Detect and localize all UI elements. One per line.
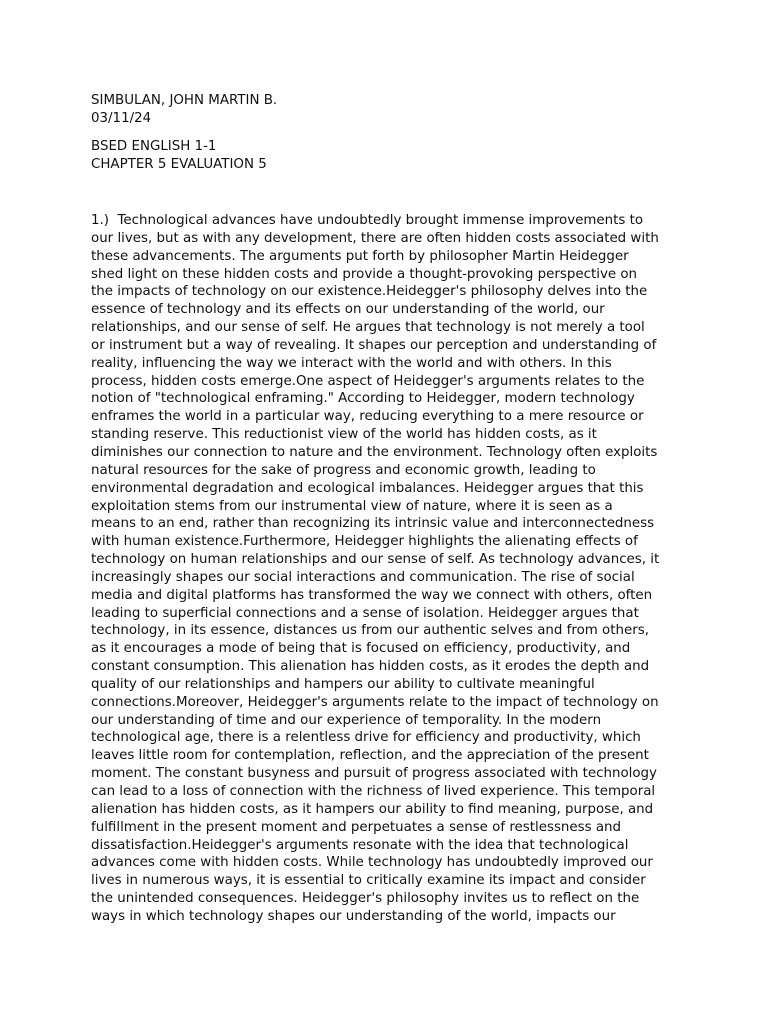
answer-line: dissatisfaction.Heidegger's arguments resonate with the idea that technological [91, 837, 629, 853]
answer-line: constant consumption. This alienation has hidden costs, as it erodes the depth and [91, 659, 650, 675]
answer-line: the unintended consequences. Heidegger's philosophy invites us to reflect on the [91, 891, 640, 907]
answer-line: leading to superficial connections and a sense of isolation. Heidegger argues that [91, 605, 639, 621]
answer-line: quality of our relationships and hampers our ability to cultivate meaningful [91, 676, 595, 692]
answer-line: technology, in its essence, distances us from our authentic selves and from others, [91, 623, 649, 639]
submission-date: 03/11/24 [91, 111, 152, 126]
answer-body [91, 212, 691, 926]
answer-line: diminishes our connection to nature and the environment. Technology often exploits [91, 444, 658, 460]
answer-line: reality, influencing the way we interact with the world and with others. In this [91, 355, 612, 371]
answer-line: notion of "technological enframing." According to Heidegger, modern technology [91, 391, 635, 407]
answer-line: shed light on these hidden costs and provide a thought-provoking perspective on [91, 266, 638, 282]
answer-line: increasingly shapes our social interactions and communication. The rise of social [91, 569, 635, 585]
answer-line: leaves little room for contemplation, reflection, and the appreciation of the present [91, 748, 649, 764]
answer-line: our lives, but as with any development, there are often hidden costs associated with [91, 230, 659, 246]
answer-line: natural resources for the sake of progress and economic growth, leading to [91, 462, 596, 478]
answer-line: the impacts of technology on our existence.Heidegger's philosophy delves into the [91, 284, 648, 300]
answer-line: ways in which technology shapes our understanding of the world, impacts our [91, 908, 616, 924]
course-info [91, 138, 691, 174]
answer-line: with human existence.Furthermore, Heidegger highlights the alienating effects of [91, 534, 638, 550]
answer-line: can lead to a loss of connection with the richness of lived experience. This temporal [91, 784, 656, 799]
answer-line: lives in numerous ways, it is essential to critically examine its impact and consider [91, 873, 646, 889]
answer-line: process, hidden costs emerge.One aspect of Heidegger's arguments relates to the [91, 373, 645, 389]
answer-line: technology on human relationships and our sense of self. As technology advances, it [91, 552, 660, 568]
answer-line: means to an end, rather than recognizing its intrinsic value and interconnectedness [91, 516, 655, 532]
answer-line: alienation has hidden costs, as it hampers our ability to find meaning, purpose, and [91, 801, 654, 817]
answer-line: our understanding of time and our experience of temporality. In the modern [91, 712, 602, 728]
answer-line: 1.) Technological advances have undoubtedly brought immense improvements to [91, 213, 644, 228]
student-name: SIMBULAN, JOHN MARTIN B. [91, 93, 278, 108]
answer-line: enframes the world in a particular way, reducing everything to a mere resource or [91, 409, 644, 425]
student-info [91, 92, 691, 128]
answer-line: relationships, and our sense of self. He argues that technology is not merely a tool [91, 320, 645, 336]
answer-line: moment. The constant busyness and pursuit of progress associated with technology [91, 766, 657, 782]
answer-line: standing reserve. This reductionist view of the world has hidden costs, as it [91, 427, 597, 443]
answer-line: fulfillment in the present moment and perpetuates a sense of restlessness and [91, 819, 622, 835]
answer-line: advances come with hidden costs. While technology has undoubtedly improved our [91, 855, 653, 871]
answer-line: these advancements. The arguments put forth by philosopher Martin Heidegger [91, 248, 629, 264]
answer-line: essence of technology and its effects on our understanding of the world, our [91, 302, 605, 318]
answer-line: exploitation stems from our instrumental view of nature, where it is seen as a [91, 498, 613, 514]
course-section: BSED ENGLISH 1-1 [91, 139, 217, 154]
answer-line: connections.Moreover, Heidegger's arguments relate to the impact of technology on [91, 694, 659, 710]
answer-line: media and digital platforms has transformed the way we connect with others, often [91, 587, 653, 603]
answer-line: technological age, there is a relentless drive for efficiency and productivity, which [91, 730, 641, 746]
answer-line: as it encourages a mode of being that is focused on efficiency, productivity, and [91, 641, 631, 657]
assignment-title: CHAPTER 5 EVALUATION 5 [91, 157, 267, 172]
answer-line: environmental degradation and ecological imbalances. Heidegger argues that this [91, 480, 644, 496]
answer-line: or instrument but a way of revealing. It shapes our perception and understanding of [91, 337, 657, 353]
